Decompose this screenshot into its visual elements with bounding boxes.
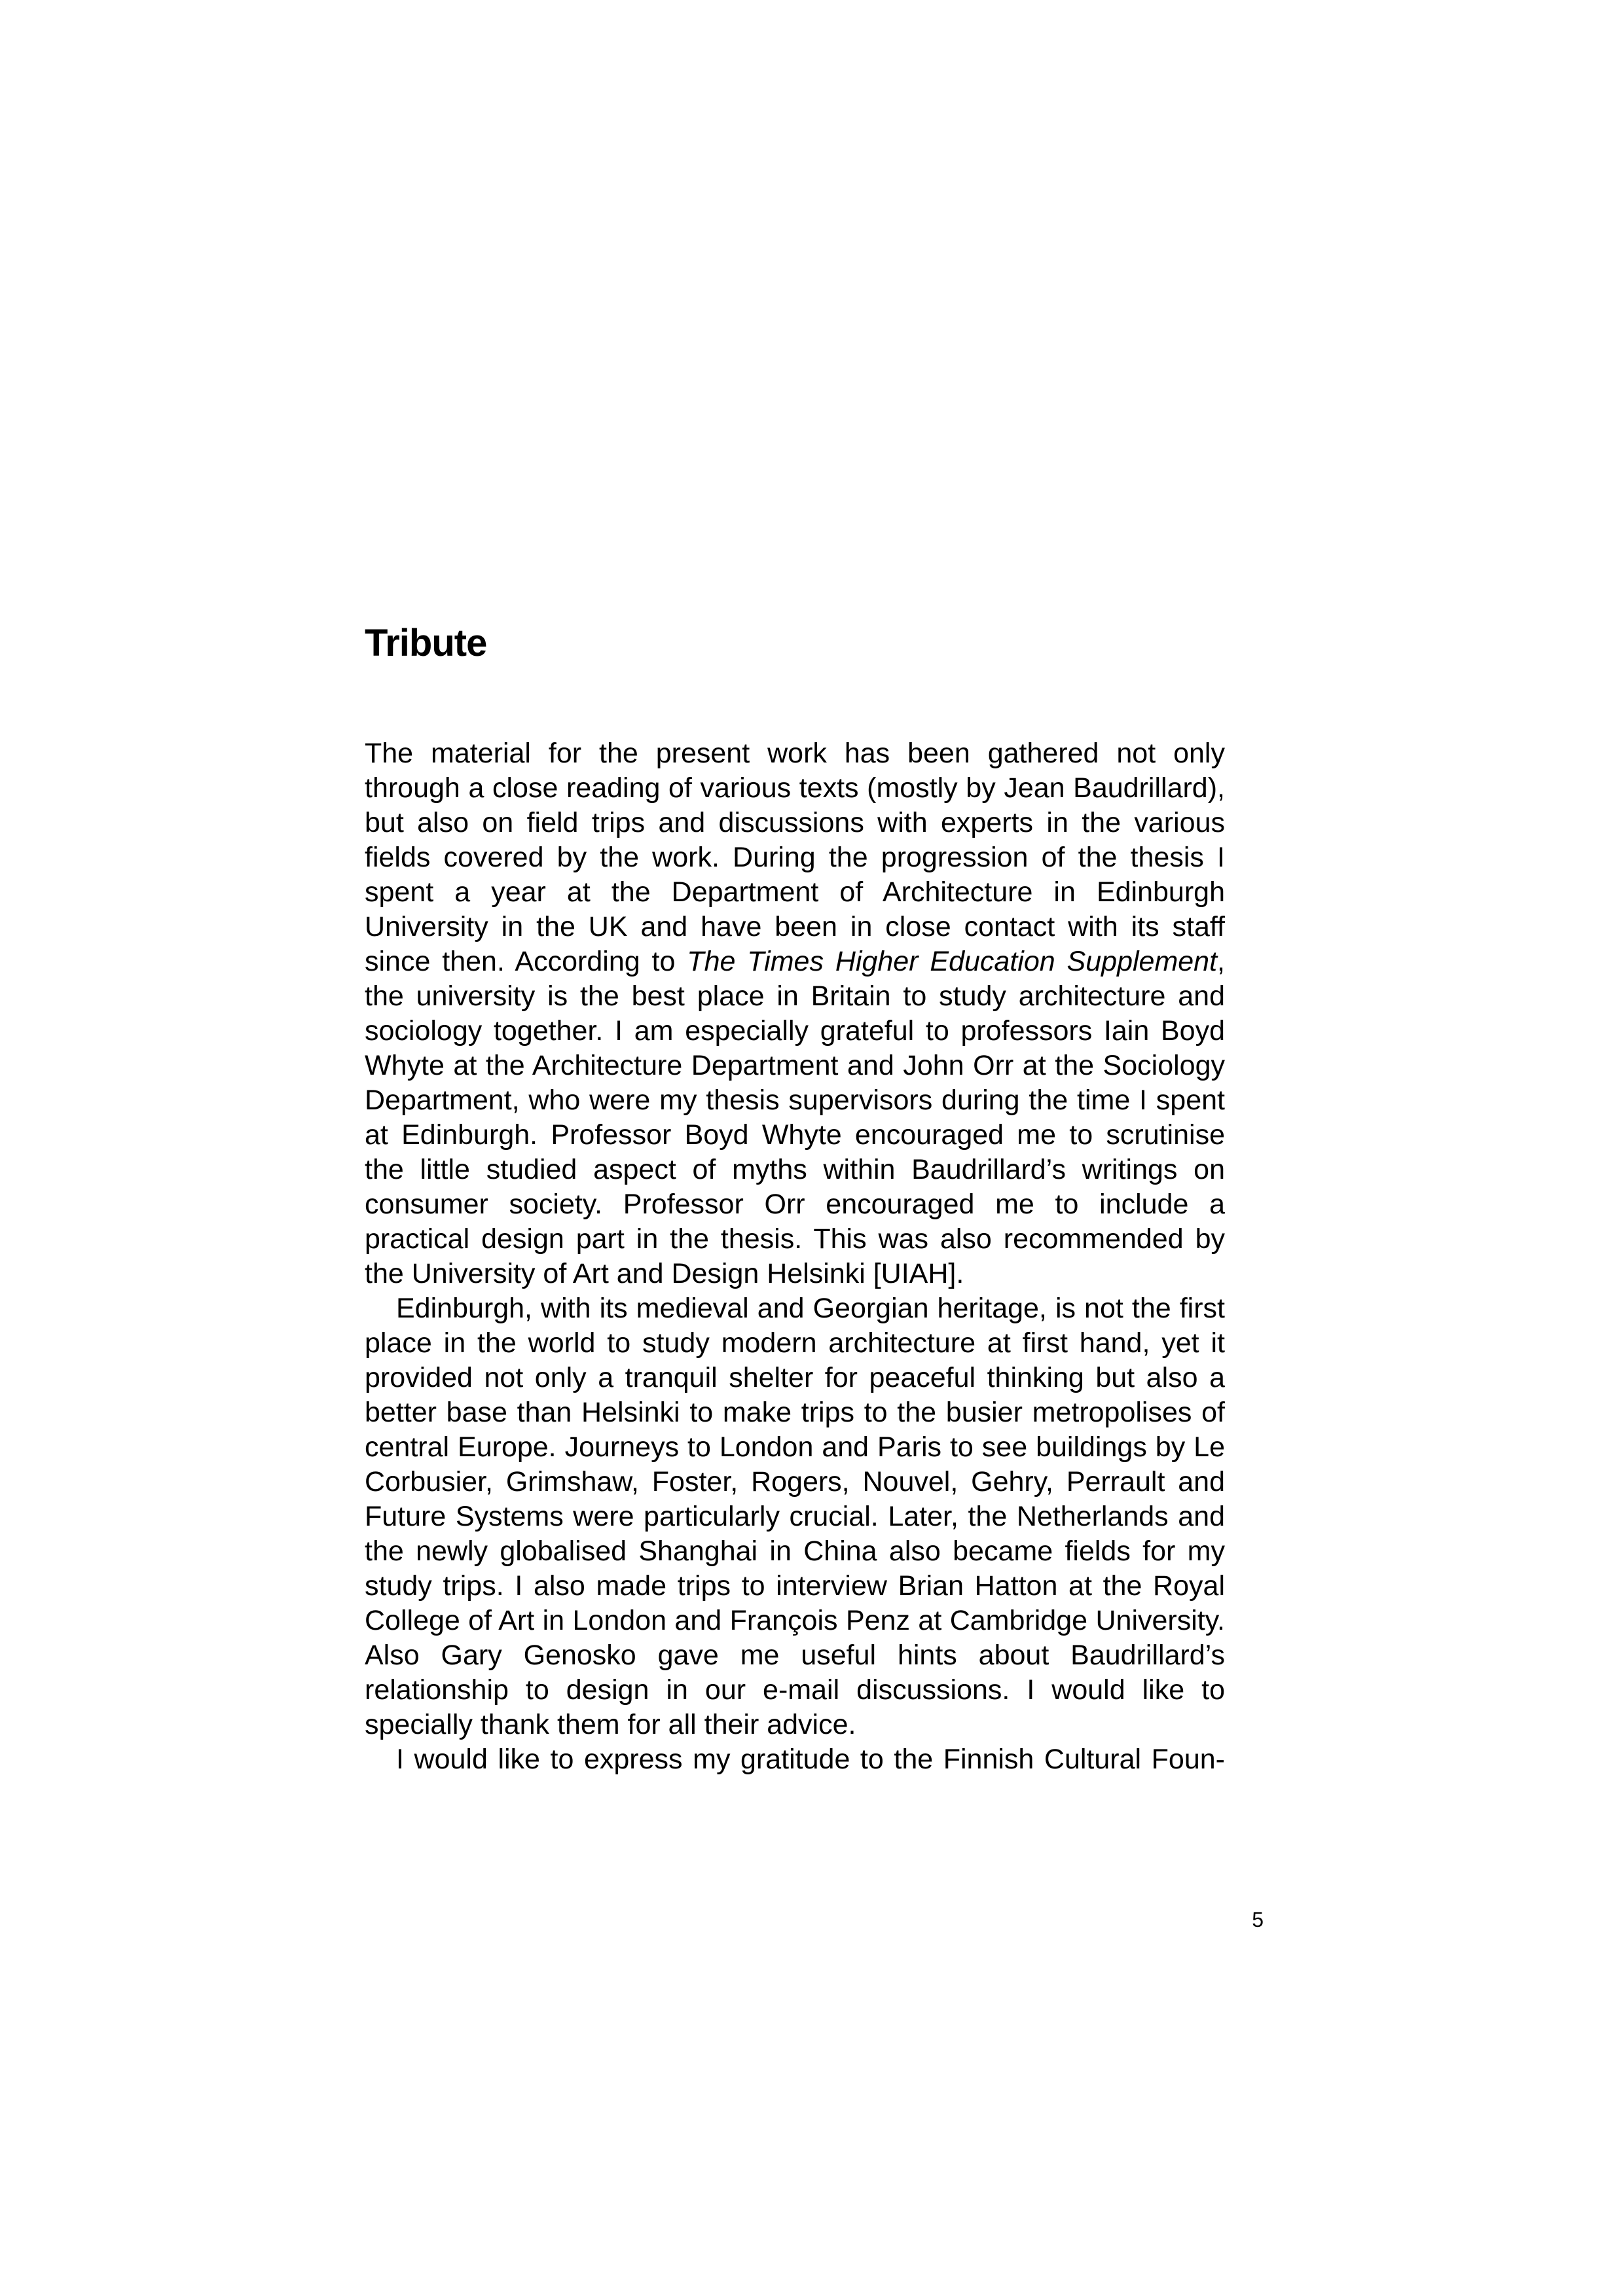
paragraph-1-text-end: , the university is the best place in Britain to study architecture and sociology together. I am especially grateful to professors Iain Boyd Whyte at the Architecture Department and John Orr at the Sociology Department, who were my thesis supervisors during the time I spent at Edinburgh. Professor Boyd Whyte encouraged me to scrutinise the little studied aspect of myths within Baudrillard’s writings on consumer society. Professor Orr encouraged me to include a practical design part in the thesis. This was also recommended by the University of Art and Design Helsinki [UIAH].	[365, 946, 1225, 1289]
paragraph-1	[365, 736, 1225, 1291]
publication-title: The Times Higher Education Supplement	[687, 946, 1218, 977]
paragraph-3: I would like to express my gratitude to the Finnish Cultural Foun-	[396, 1744, 1225, 1775]
page-title: Tribute	[365, 622, 487, 664]
body-text	[365, 736, 1225, 1777]
paragraph-1-text-start: The material for the present work has been gathered not only through a close reading of various texts (mostly by Jean Baudrillard), but also on field trips and discussions with experts in the various fields covered by the work. During the progression of the thesis I spent a year at the Department of Architecture in Edinburgh University in the UK and have been in close contact with its staff since then. According to	[365, 738, 1225, 977]
page-number: 5	[1252, 1908, 1264, 1931]
paragraph-2: Edinburgh, with its medieval and Georgian heritage, is not the first place in the world to study modern architecture at first hand, yet it provided not only a tranquil shelter for peaceful thinking but also a better base than Helsinki to make trips to the busier metropolises of central Europe. Journeys to London and Paris to see buildings by Le Corbusier, Grimshaw, Foster, Rogers, Nouvel, Gehry, Perrault and Future Systems were particularly crucial. Later, the Netherlands and the newly globalised Shanghai in China also became fields for my study trips. I also made trips to interview Brian Hatton at the Royal College of Art in London and François Penz at Cambridge University. Also Gary Genosko gave me useful hints about Baudrillard’s relationship to design in our e-mail discussions. I would like to specially thank them for all their advice.	[365, 1293, 1225, 1740]
